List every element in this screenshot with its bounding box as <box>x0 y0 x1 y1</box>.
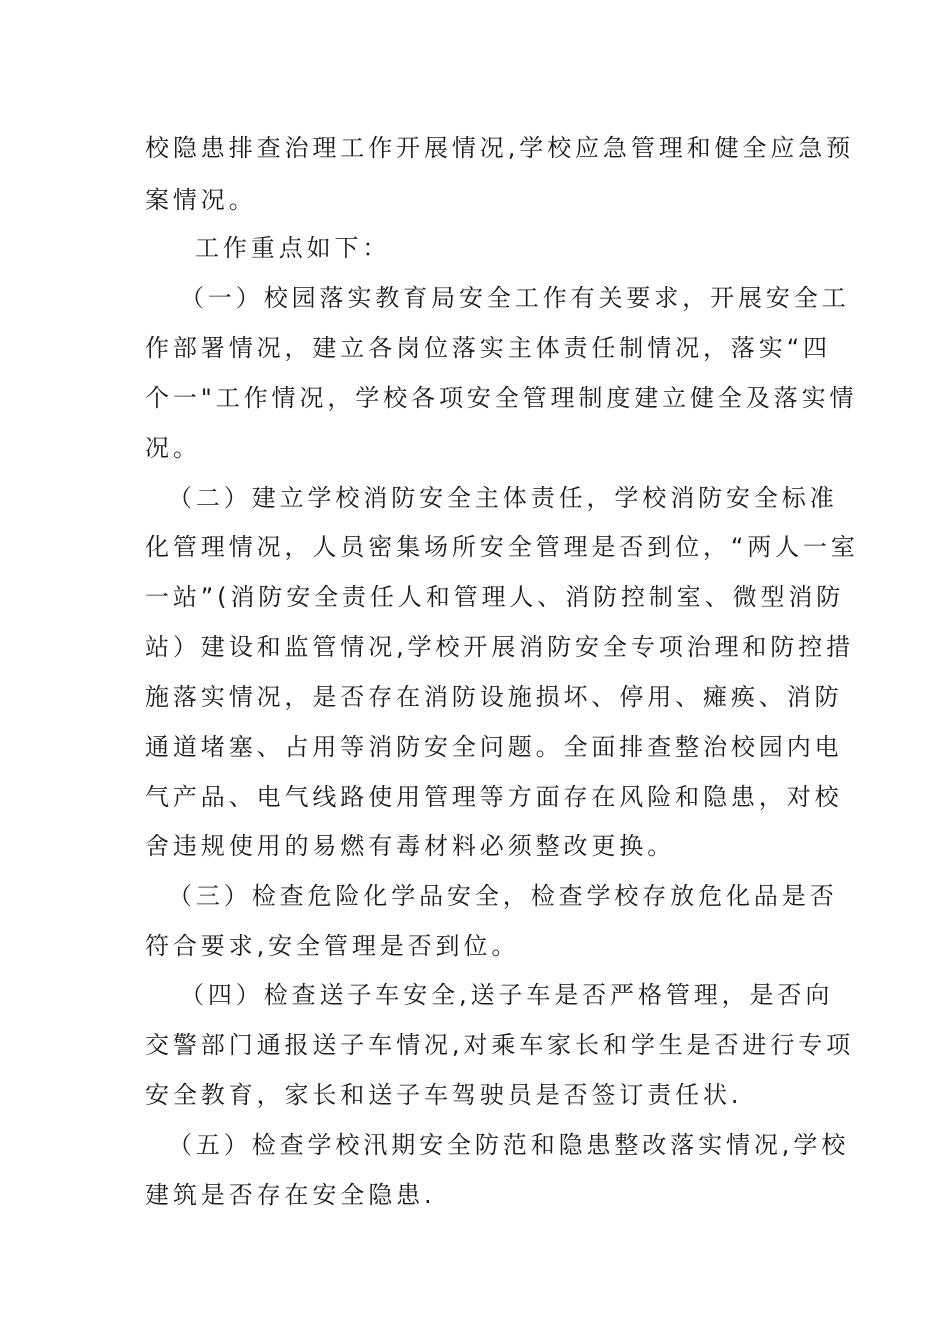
text-line: （三）检查危险化学品安全，检查学校存放危化品是否 <box>168 882 838 910</box>
text-line: 工作重点如下： <box>195 234 391 262</box>
text-line: 况。 <box>145 434 201 462</box>
text-line: 气产品、电气线路使用管理等方面存在风险和隐患，对校 <box>145 783 843 811</box>
text-line: 校隐患排查治理工作开展情况,学校应急管理和健全应急预 <box>145 134 855 162</box>
text-line: （二）建立学校消防安全主体责任，学校消防安全标准 <box>168 484 838 512</box>
text-line: 站）建设和监管情况,学校开展消防安全专项治理和防控措 <box>145 633 855 661</box>
text-line: 案情况。 <box>145 186 257 214</box>
text-line: （四）检查送子车安全,送子车是否严格管理，是否向 <box>180 981 834 1009</box>
text-line: （五）检查学校汛期安全防范和隐患整改落实情况,学校 <box>168 1131 850 1159</box>
text-line: 施落实情况，是否存在消防设施损坏、停用、瘫痪、消防 <box>145 683 843 711</box>
text-line: 舍违规使用的易燃有毒材料必须整改更换。 <box>145 832 676 860</box>
text-line: 个一"工作情况，学校各项安全管理制度建立健全及落实情 <box>145 384 858 412</box>
text-line: 作部署情况，建立各岗位落实主体责任制情况，落实“四 <box>145 334 831 362</box>
text-line: 符合要求,安全管理是否到位。 <box>145 932 520 960</box>
text-line: 通道堵塞、占用等消防安全问题。全面排查整治校园内电 <box>145 733 843 761</box>
text-line: 交警部门通报送子车情况,对乘车家长和学生是否进行专项 <box>145 1031 855 1059</box>
text-line: 一站”(消防安全责任人和管理人、消防控制室、微型消防 <box>145 583 845 611</box>
text-line: 建筑是否存在安全隐患. <box>145 1181 436 1209</box>
text-line: 化管理情况，人员密集场所安全管理是否到位，“两人一室 <box>145 533 859 561</box>
text-line: （一）校园落实教育局安全工作有关要求，开展安全工 <box>180 284 850 312</box>
text-line: 安全教育，家长和送子车驾驶员是否签订责任状. <box>145 1081 743 1109</box>
